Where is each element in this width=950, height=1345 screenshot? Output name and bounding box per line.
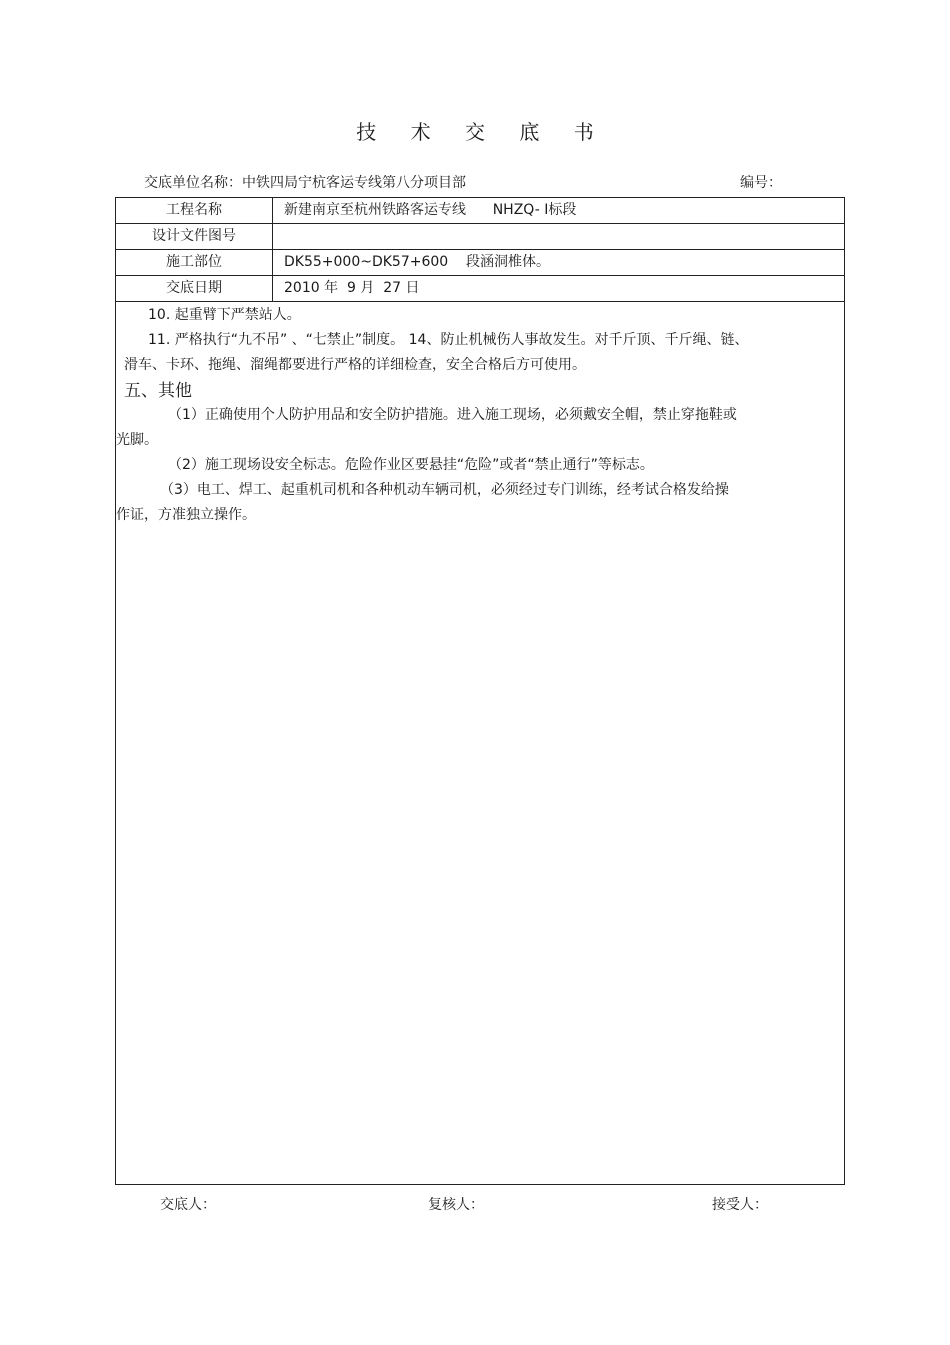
item-3-cont: 作证，方准独立操作。: [116, 507, 256, 523]
receiver-signature: 接受人：: [712, 1197, 768, 1213]
content-line-11: 11. 严格执行“九不吊” 、“七禁止”制度。 14、防止机械伤人事故发生。对千斤顶、千斤绳、链、: [148, 332, 749, 348]
construction-part-label: 施工部位: [116, 250, 273, 275]
design-drawing-label: 设计文件图号: [116, 224, 273, 249]
briefing-date-label: 交底日期: [116, 276, 273, 301]
document-title: 技 术 交 底 书: [356, 120, 608, 144]
project-name-label: 工程名称: [116, 198, 273, 223]
row-project-name: [116, 198, 844, 224]
row-briefing-date: [116, 276, 844, 302]
content-line-11-cont: 滑车、卡环、拖绳、溜绳都要进行严格的详细检查，安全合格后方可使用。: [124, 357, 586, 373]
briefing-form: [115, 197, 845, 1185]
reviewer-signature: 复核人：: [428, 1197, 484, 1213]
content-line-10: 10. 起重臂下严禁站人。: [148, 307, 301, 323]
presenter-signature: 交底人：: [160, 1197, 216, 1213]
construction-part-value: DK55+000~DK57+600 段涵洞椎体。: [284, 254, 550, 270]
briefing-date-value: 2010 年 9 月 27 日: [284, 280, 420, 296]
item-1-cont: 光脚。: [116, 432, 158, 448]
item-3: （3）电工、焊工、起重机司机和各种机动车辆司机，必须经过专门训练，经考试合格发给操: [160, 482, 729, 498]
row-construction-part: [116, 250, 844, 276]
issuing-unit: 交底单位名称：中铁四局宁杭客运专线第八分项目部: [144, 175, 466, 191]
section-heading-other: 五、其他: [124, 381, 192, 401]
item-2: （2）施工现场设安全标志。危险作业区要悬挂“危险”或者“禁止通行”等标志。: [168, 457, 654, 473]
document-number-label: 编号：: [740, 175, 782, 191]
project-name-value: 新建南京至杭州铁路客运专线 NHZQ- Ⅰ标段: [284, 202, 577, 218]
row-design-drawing: [116, 224, 844, 250]
item-1: （1）正确使用个人防护用品和安全防护措施。进入施工现场，必须戴安全帽，禁止穿拖鞋或: [168, 407, 737, 423]
